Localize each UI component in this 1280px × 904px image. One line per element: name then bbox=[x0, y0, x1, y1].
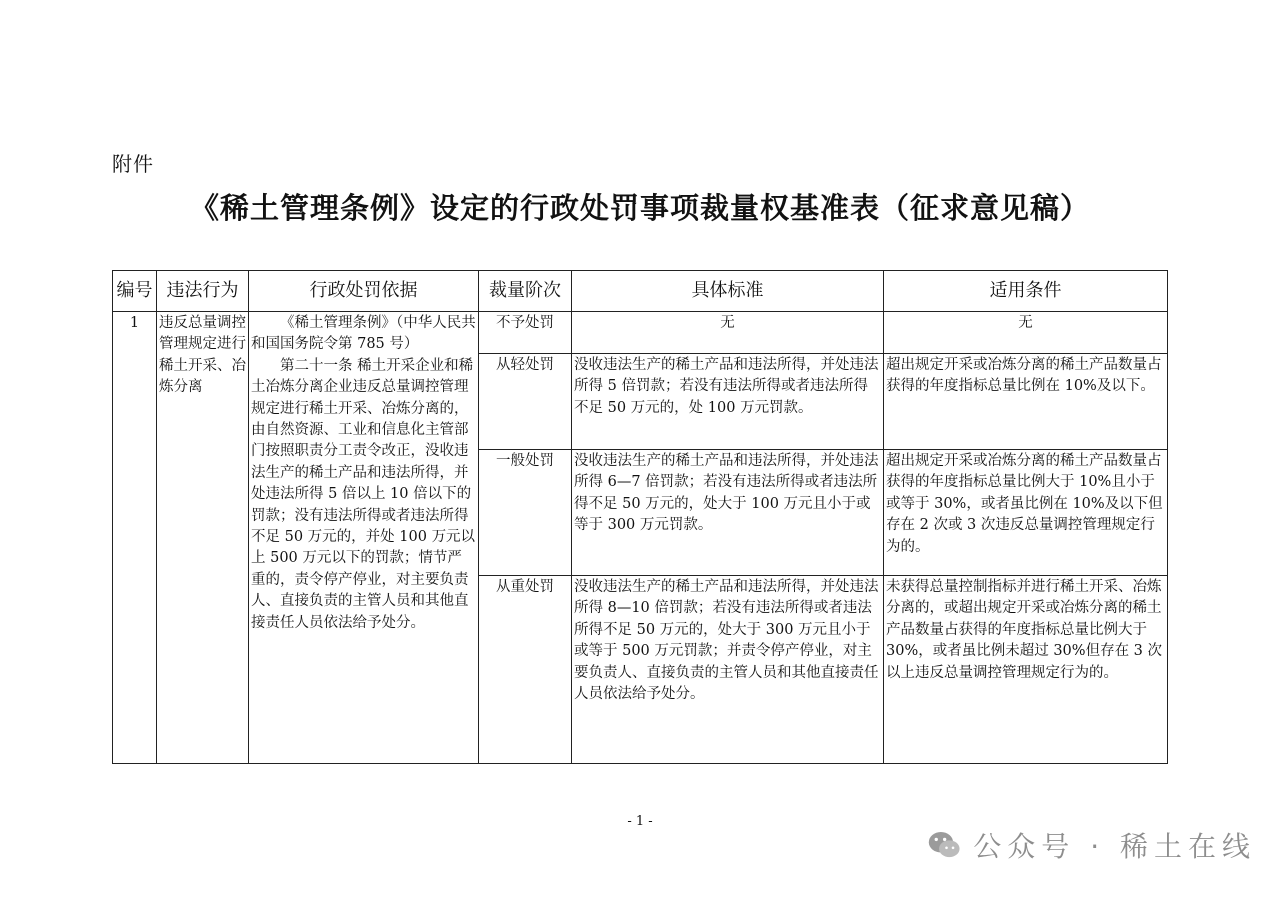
attachment-label: 附件 bbox=[112, 152, 154, 176]
header-level: 裁量阶次 bbox=[479, 271, 572, 312]
table-row bbox=[113, 312, 1168, 354]
header-conditions: 适用条件 bbox=[884, 271, 1168, 312]
penalty-basis-cell bbox=[249, 312, 479, 764]
basis-regulation-citation: 《稀土管理条例》（中华人民共和国国务院令第 785 号） bbox=[251, 315, 476, 353]
table-header-row bbox=[113, 271, 1168, 312]
level-standard: 没收违法生产的稀土产品和违法所得，并处违法所得 8—10 倍罚款；若没有违法所得或者违法所得不足 50 万元的，处大于 300 万元且小于或等于 500 万元罚款；并责令停产停业，对主要负责人、直接负责的主管人员和其他直接责任人员依法给予处分。 bbox=[572, 576, 884, 764]
level-name: 不予处罚 bbox=[479, 312, 572, 354]
page-number: - 1 - bbox=[627, 814, 653, 829]
wechat-icon bbox=[926, 825, 963, 865]
basis-article-text: 第二十一条 稀土开采企业和稀土冶炼分离企业违反总量调控管理规定进行稀土开采、冶炼分离的，由自然资源、工业和信息化主管部门按照职责分工责令改正，没收违法生产的稀土产品和违法所得，并处违法所得 5 倍以上 10 倍以下的罚款；没有违法所得或者违法所得不足 50 万元的，并处 100 万元以上 500 万元以下的罚款；情节严重的，责令停产停业，对主要负责人、直接负责的主管人员和其他直接责任人员依法给予处分。 bbox=[251, 357, 476, 631]
level-conditions: 超出规定开采或冶炼分离的稀土产品数量占获得的年度指标总量比例在 10%及以下。 bbox=[884, 354, 1168, 450]
level-name: 从重处罚 bbox=[479, 576, 572, 764]
header-violation: 违法行为 bbox=[157, 271, 249, 312]
level-standard: 没收违法生产的稀土产品和违法所得，并处违法所得 6—7 倍罚款；若没有违法所得或者违法所得不足 50 万元的，处大于 100 万元且小于或等于 300 万元罚款。 bbox=[572, 450, 884, 576]
level-conditions: 未获得总量控制指标并进行稀土开采、冶炼分离的，或超出规定开采或冶炼分离的稀土产品数量占获得的年度指标总量比例大于 30%，或者虽比例未超过 30%但存在 3 次以上违反总量调控管理规定行为的。 bbox=[884, 576, 1168, 764]
document-title: 《稀土管理条例》设定的行政处罚事项裁量权基准表（征求意见稿） bbox=[189, 191, 1090, 225]
level-name: 一般处罚 bbox=[479, 450, 572, 576]
level-standard: 无 bbox=[572, 312, 884, 354]
header-standard: 具体标准 bbox=[572, 271, 884, 312]
violation-cell: 违反总量调控管理规定进行稀土开采、冶炼分离 bbox=[157, 312, 249, 764]
header-number: 编号 bbox=[113, 271, 157, 312]
row-number: 1 bbox=[113, 312, 157, 764]
level-conditions: 无 bbox=[884, 312, 1168, 354]
level-conditions: 超出规定开采或冶炼分离的稀土产品数量占获得的年度指标总量比例大于 10%且小于或等于 30%，或者虽比例在 10%及以下但存在 2 次或 3 次违反总量调控管理规定行为的。 bbox=[884, 450, 1168, 576]
level-name: 从轻处罚 bbox=[479, 354, 572, 450]
level-standard: 没收违法生产的稀土产品和违法所得，并处违法所得 5 倍罚款；若没有违法所得或者违法所得不足 50 万元的，处 100 万元罚款。 bbox=[572, 354, 884, 450]
penalty-discretion-table bbox=[112, 270, 1168, 764]
watermark-text: 公众号 · 稀土在线 bbox=[973, 830, 1256, 863]
header-basis: 行政处罚依据 bbox=[249, 271, 479, 312]
watermark bbox=[926, 822, 1256, 868]
